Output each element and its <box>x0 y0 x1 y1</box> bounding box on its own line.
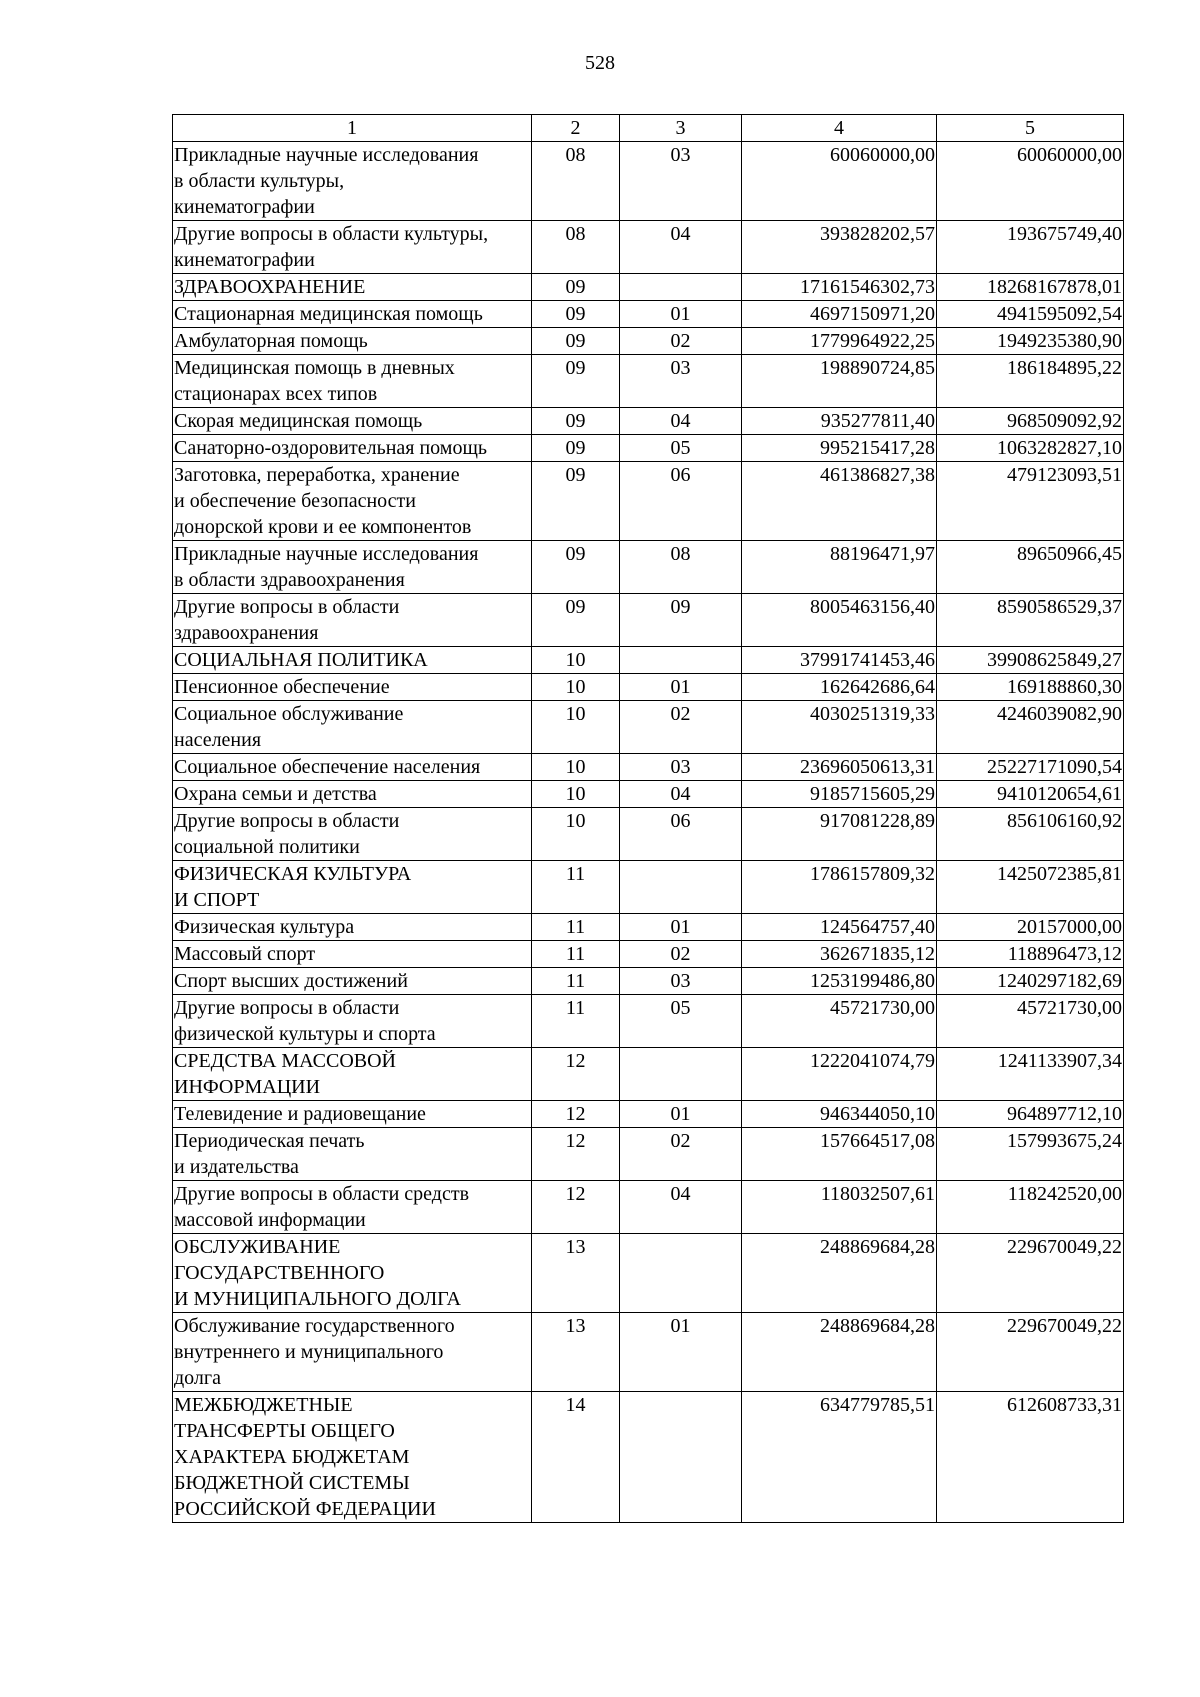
row-name: ОБСЛУЖИВАНИЕ ГОСУДАРСТВЕННОГО И МУНИЦИПАЛЬНОГО ДОЛГА <box>173 1234 532 1313</box>
table-row <box>173 1392 1124 1523</box>
table-row <box>173 221 1124 274</box>
row-amount-2: 4941595092,54 <box>937 301 1124 328</box>
row-amount-1: 393828202,57 <box>742 221 937 274</box>
row-section-code: 10 <box>532 781 620 808</box>
row-subsection-code: 01 <box>620 674 742 701</box>
row-section-code: 10 <box>532 674 620 701</box>
row-amount-1: 935277811,40 <box>742 408 937 435</box>
row-amount-1: 1222041074,79 <box>742 1048 937 1101</box>
row-subsection-code: 01 <box>620 301 742 328</box>
row-name: Другие вопросы в области средств массовой информации <box>173 1181 532 1234</box>
row-subsection-code <box>620 861 742 914</box>
row-name: Амбулаторная помощь <box>173 328 532 355</box>
row-section-code: 10 <box>532 808 620 861</box>
row-subsection-code: 04 <box>620 408 742 435</box>
row-name: МЕЖБЮДЖЕТНЫЕ ТРАНСФЕРТЫ ОБЩЕГО ХАРАКТЕРА БЮДЖЕТАМ БЮДЖЕТНОЙ СИСТЕМЫ РОССИЙСКОЙ ФЕДЕРАЦИИ <box>173 1392 532 1523</box>
row-subsection-code: 05 <box>620 995 742 1048</box>
row-amount-2: 479123093,51 <box>937 462 1124 541</box>
row-subsection-code: 04 <box>620 221 742 274</box>
row-amount-1: 1786157809,32 <box>742 861 937 914</box>
row-amount-2: 229670049,22 <box>937 1234 1124 1313</box>
row-amount-2: 612608733,31 <box>937 1392 1124 1523</box>
row-amount-2: 964897712,10 <box>937 1101 1124 1128</box>
row-name: Обслуживание государственного внутреннего и муниципального долга <box>173 1313 532 1392</box>
row-section-code: 08 <box>532 142 620 221</box>
row-section-code: 12 <box>532 1128 620 1181</box>
row-amount-1: 248869684,28 <box>742 1313 937 1392</box>
row-amount-1: 124564757,40 <box>742 914 937 941</box>
row-amount-1: 8005463156,40 <box>742 594 937 647</box>
row-subsection-code: 01 <box>620 1313 742 1392</box>
row-subsection-code: 03 <box>620 142 742 221</box>
row-amount-2: 1063282827,10 <box>937 435 1124 462</box>
table-row <box>173 408 1124 435</box>
table-row <box>173 914 1124 941</box>
table-body <box>173 142 1124 1523</box>
row-amount-1: 995215417,28 <box>742 435 937 462</box>
row-name: Другие вопросы в области здравоохранения <box>173 594 532 647</box>
row-amount-1: 23696050613,31 <box>742 754 937 781</box>
row-name: Социальное обеспечение населения <box>173 754 532 781</box>
row-amount-2: 89650966,45 <box>937 541 1124 594</box>
row-amount-2: 118242520,00 <box>937 1181 1124 1234</box>
row-subsection-code: 02 <box>620 941 742 968</box>
table-row <box>173 674 1124 701</box>
column-header-name: 1 <box>173 115 532 142</box>
row-name: Другие вопросы в области культуры, кинематографии <box>173 221 532 274</box>
column-header-amount-2: 5 <box>937 115 1124 142</box>
row-amount-1: 162642686,64 <box>742 674 937 701</box>
row-amount-2: 118896473,12 <box>937 941 1124 968</box>
row-subsection-code: 03 <box>620 754 742 781</box>
row-section-code: 09 <box>532 301 620 328</box>
row-name: Другие вопросы в области социальной политики <box>173 808 532 861</box>
row-name: Телевидение и радиовещание <box>173 1101 532 1128</box>
row-section-code: 09 <box>532 435 620 462</box>
row-section-code: 09 <box>532 328 620 355</box>
row-amount-1: 4697150971,20 <box>742 301 937 328</box>
row-amount-2: 39908625849,27 <box>937 647 1124 674</box>
row-amount-1: 157664517,08 <box>742 1128 937 1181</box>
table-row <box>173 968 1124 995</box>
page-number: 528 <box>585 52 615 74</box>
table-row <box>173 355 1124 408</box>
row-subsection-code <box>620 1392 742 1523</box>
row-amount-2: 193675749,40 <box>937 221 1124 274</box>
row-subsection-code: 04 <box>620 781 742 808</box>
row-subsection-code: 01 <box>620 914 742 941</box>
row-amount-2: 1240297182,69 <box>937 968 1124 995</box>
row-section-code: 12 <box>532 1048 620 1101</box>
table-row <box>173 941 1124 968</box>
row-amount-2: 9410120654,61 <box>937 781 1124 808</box>
row-subsection-code: 04 <box>620 1181 742 1234</box>
row-name: ЗДРАВООХРАНЕНИЕ <box>173 274 532 301</box>
row-amount-2: 1425072385,81 <box>937 861 1124 914</box>
row-subsection-code <box>620 1048 742 1101</box>
row-section-code: 10 <box>532 701 620 754</box>
row-subsection-code: 08 <box>620 541 742 594</box>
column-header-section: 2 <box>532 115 620 142</box>
table-row <box>173 861 1124 914</box>
row-amount-1: 917081228,89 <box>742 808 937 861</box>
table-row <box>173 328 1124 355</box>
row-amount-1: 118032507,61 <box>742 1181 937 1234</box>
row-name: Спорт высших достижений <box>173 968 532 995</box>
row-amount-2: 169188860,30 <box>937 674 1124 701</box>
row-name: Стационарная медицинская помощь <box>173 301 532 328</box>
row-amount-2: 229670049,22 <box>937 1313 1124 1392</box>
row-section-code: 11 <box>532 995 620 1048</box>
row-amount-1: 17161546302,73 <box>742 274 937 301</box>
row-amount-1: 1253199486,80 <box>742 968 937 995</box>
row-name: СОЦИАЛЬНАЯ ПОЛИТИКА <box>173 647 532 674</box>
row-name: ФИЗИЧЕСКАЯ КУЛЬТУРА И СПОРТ <box>173 861 532 914</box>
row-amount-1: 88196471,97 <box>742 541 937 594</box>
table-row <box>173 462 1124 541</box>
row-section-code: 11 <box>532 941 620 968</box>
row-amount-1: 9185715605,29 <box>742 781 937 808</box>
row-name: Прикладные научные исследования в области культуры, кинематографии <box>173 142 532 221</box>
table-row <box>173 995 1124 1048</box>
table-row <box>173 808 1124 861</box>
row-section-code: 11 <box>532 861 620 914</box>
row-amount-1: 45721730,00 <box>742 995 937 1048</box>
row-name: Санаторно-оздоровительная помощь <box>173 435 532 462</box>
table-row <box>173 142 1124 221</box>
row-subsection-code: 06 <box>620 462 742 541</box>
row-name: Массовый спорт <box>173 941 532 968</box>
row-amount-2: 60060000,00 <box>937 142 1124 221</box>
row-amount-2: 8590586529,37 <box>937 594 1124 647</box>
row-section-code: 10 <box>532 754 620 781</box>
row-amount-2: 20157000,00 <box>937 914 1124 941</box>
row-amount-1: 1779964922,25 <box>742 328 937 355</box>
row-amount-1: 634779785,51 <box>742 1392 937 1523</box>
table-row <box>173 435 1124 462</box>
row-amount-1: 198890724,85 <box>742 355 937 408</box>
row-amount-2: 157993675,24 <box>937 1128 1124 1181</box>
row-subsection-code <box>620 647 742 674</box>
row-name: Охрана семьи и детства <box>173 781 532 808</box>
row-subsection-code <box>620 274 742 301</box>
row-amount-1: 362671835,12 <box>742 941 937 968</box>
table-row <box>173 1234 1124 1313</box>
row-name: Периодическая печать и издательства <box>173 1128 532 1181</box>
row-subsection-code <box>620 1234 742 1313</box>
table-row <box>173 541 1124 594</box>
row-section-code: 14 <box>532 1392 620 1523</box>
table-row <box>173 701 1124 754</box>
row-amount-2: 25227171090,54 <box>937 754 1124 781</box>
table-row <box>173 1101 1124 1128</box>
table-row <box>173 1048 1124 1101</box>
row-section-code: 10 <box>532 647 620 674</box>
row-amount-2: 1241133907,34 <box>937 1048 1124 1101</box>
header-row <box>173 115 1124 142</box>
row-subsection-code: 03 <box>620 968 742 995</box>
row-subsection-code: 05 <box>620 435 742 462</box>
row-name: СРЕДСТВА МАССОВОЙ ИНФОРМАЦИИ <box>173 1048 532 1101</box>
row-section-code: 09 <box>532 355 620 408</box>
row-amount-2: 1949235380,90 <box>937 328 1124 355</box>
row-section-code: 12 <box>532 1181 620 1234</box>
row-name: Медицинская помощь в дневных стационарах всех типов <box>173 355 532 408</box>
table-row <box>173 647 1124 674</box>
row-amount-1: 248869684,28 <box>742 1234 937 1313</box>
row-amount-2: 4246039082,90 <box>937 701 1124 754</box>
row-name: Физическая культура <box>173 914 532 941</box>
table-row <box>173 1313 1124 1392</box>
column-header-amount-1: 4 <box>742 115 937 142</box>
budget-table <box>172 114 1124 1523</box>
row-amount-1: 60060000,00 <box>742 142 937 221</box>
table-row <box>173 1181 1124 1234</box>
row-section-code: 13 <box>532 1313 620 1392</box>
row-section-code: 11 <box>532 914 620 941</box>
row-subsection-code: 03 <box>620 355 742 408</box>
row-name: Прикладные научные исследования в области здравоохранения <box>173 541 532 594</box>
row-section-code: 09 <box>532 408 620 435</box>
row-amount-2: 856106160,92 <box>937 808 1124 861</box>
row-subsection-code: 09 <box>620 594 742 647</box>
row-amount-1: 946344050,10 <box>742 1101 937 1128</box>
table-row <box>173 301 1124 328</box>
table-row <box>173 754 1124 781</box>
column-header-subsection: 3 <box>620 115 742 142</box>
row-amount-2: 968509092,92 <box>937 408 1124 435</box>
row-name: Другие вопросы в области физической культуры и спорта <box>173 995 532 1048</box>
table-row <box>173 1128 1124 1181</box>
row-subsection-code: 01 <box>620 1101 742 1128</box>
row-subsection-code: 02 <box>620 1128 742 1181</box>
row-subsection-code: 02 <box>620 328 742 355</box>
row-name: Заготовка, переработка, хранение и обеспечение безопасности донорской крови и ее компонентов <box>173 462 532 541</box>
row-name: Пенсионное обеспечение <box>173 674 532 701</box>
row-name: Скорая медицинская помощь <box>173 408 532 435</box>
row-name: Социальное обслуживание населения <box>173 701 532 754</box>
table-row <box>173 781 1124 808</box>
table-row <box>173 274 1124 301</box>
table-row <box>173 594 1124 647</box>
row-amount-1: 461386827,38 <box>742 462 937 541</box>
row-section-code: 08 <box>532 221 620 274</box>
row-amount-2: 18268167878,01 <box>937 274 1124 301</box>
row-amount-1: 37991741453,46 <box>742 647 937 674</box>
row-subsection-code: 06 <box>620 808 742 861</box>
row-amount-2: 45721730,00 <box>937 995 1124 1048</box>
row-subsection-code: 02 <box>620 701 742 754</box>
row-section-code: 11 <box>532 968 620 995</box>
row-section-code: 09 <box>532 594 620 647</box>
row-section-code: 09 <box>532 541 620 594</box>
row-section-code: 12 <box>532 1101 620 1128</box>
row-section-code: 09 <box>532 462 620 541</box>
row-amount-1: 4030251319,33 <box>742 701 937 754</box>
row-section-code: 13 <box>532 1234 620 1313</box>
row-section-code: 09 <box>532 274 620 301</box>
row-amount-2: 186184895,22 <box>937 355 1124 408</box>
